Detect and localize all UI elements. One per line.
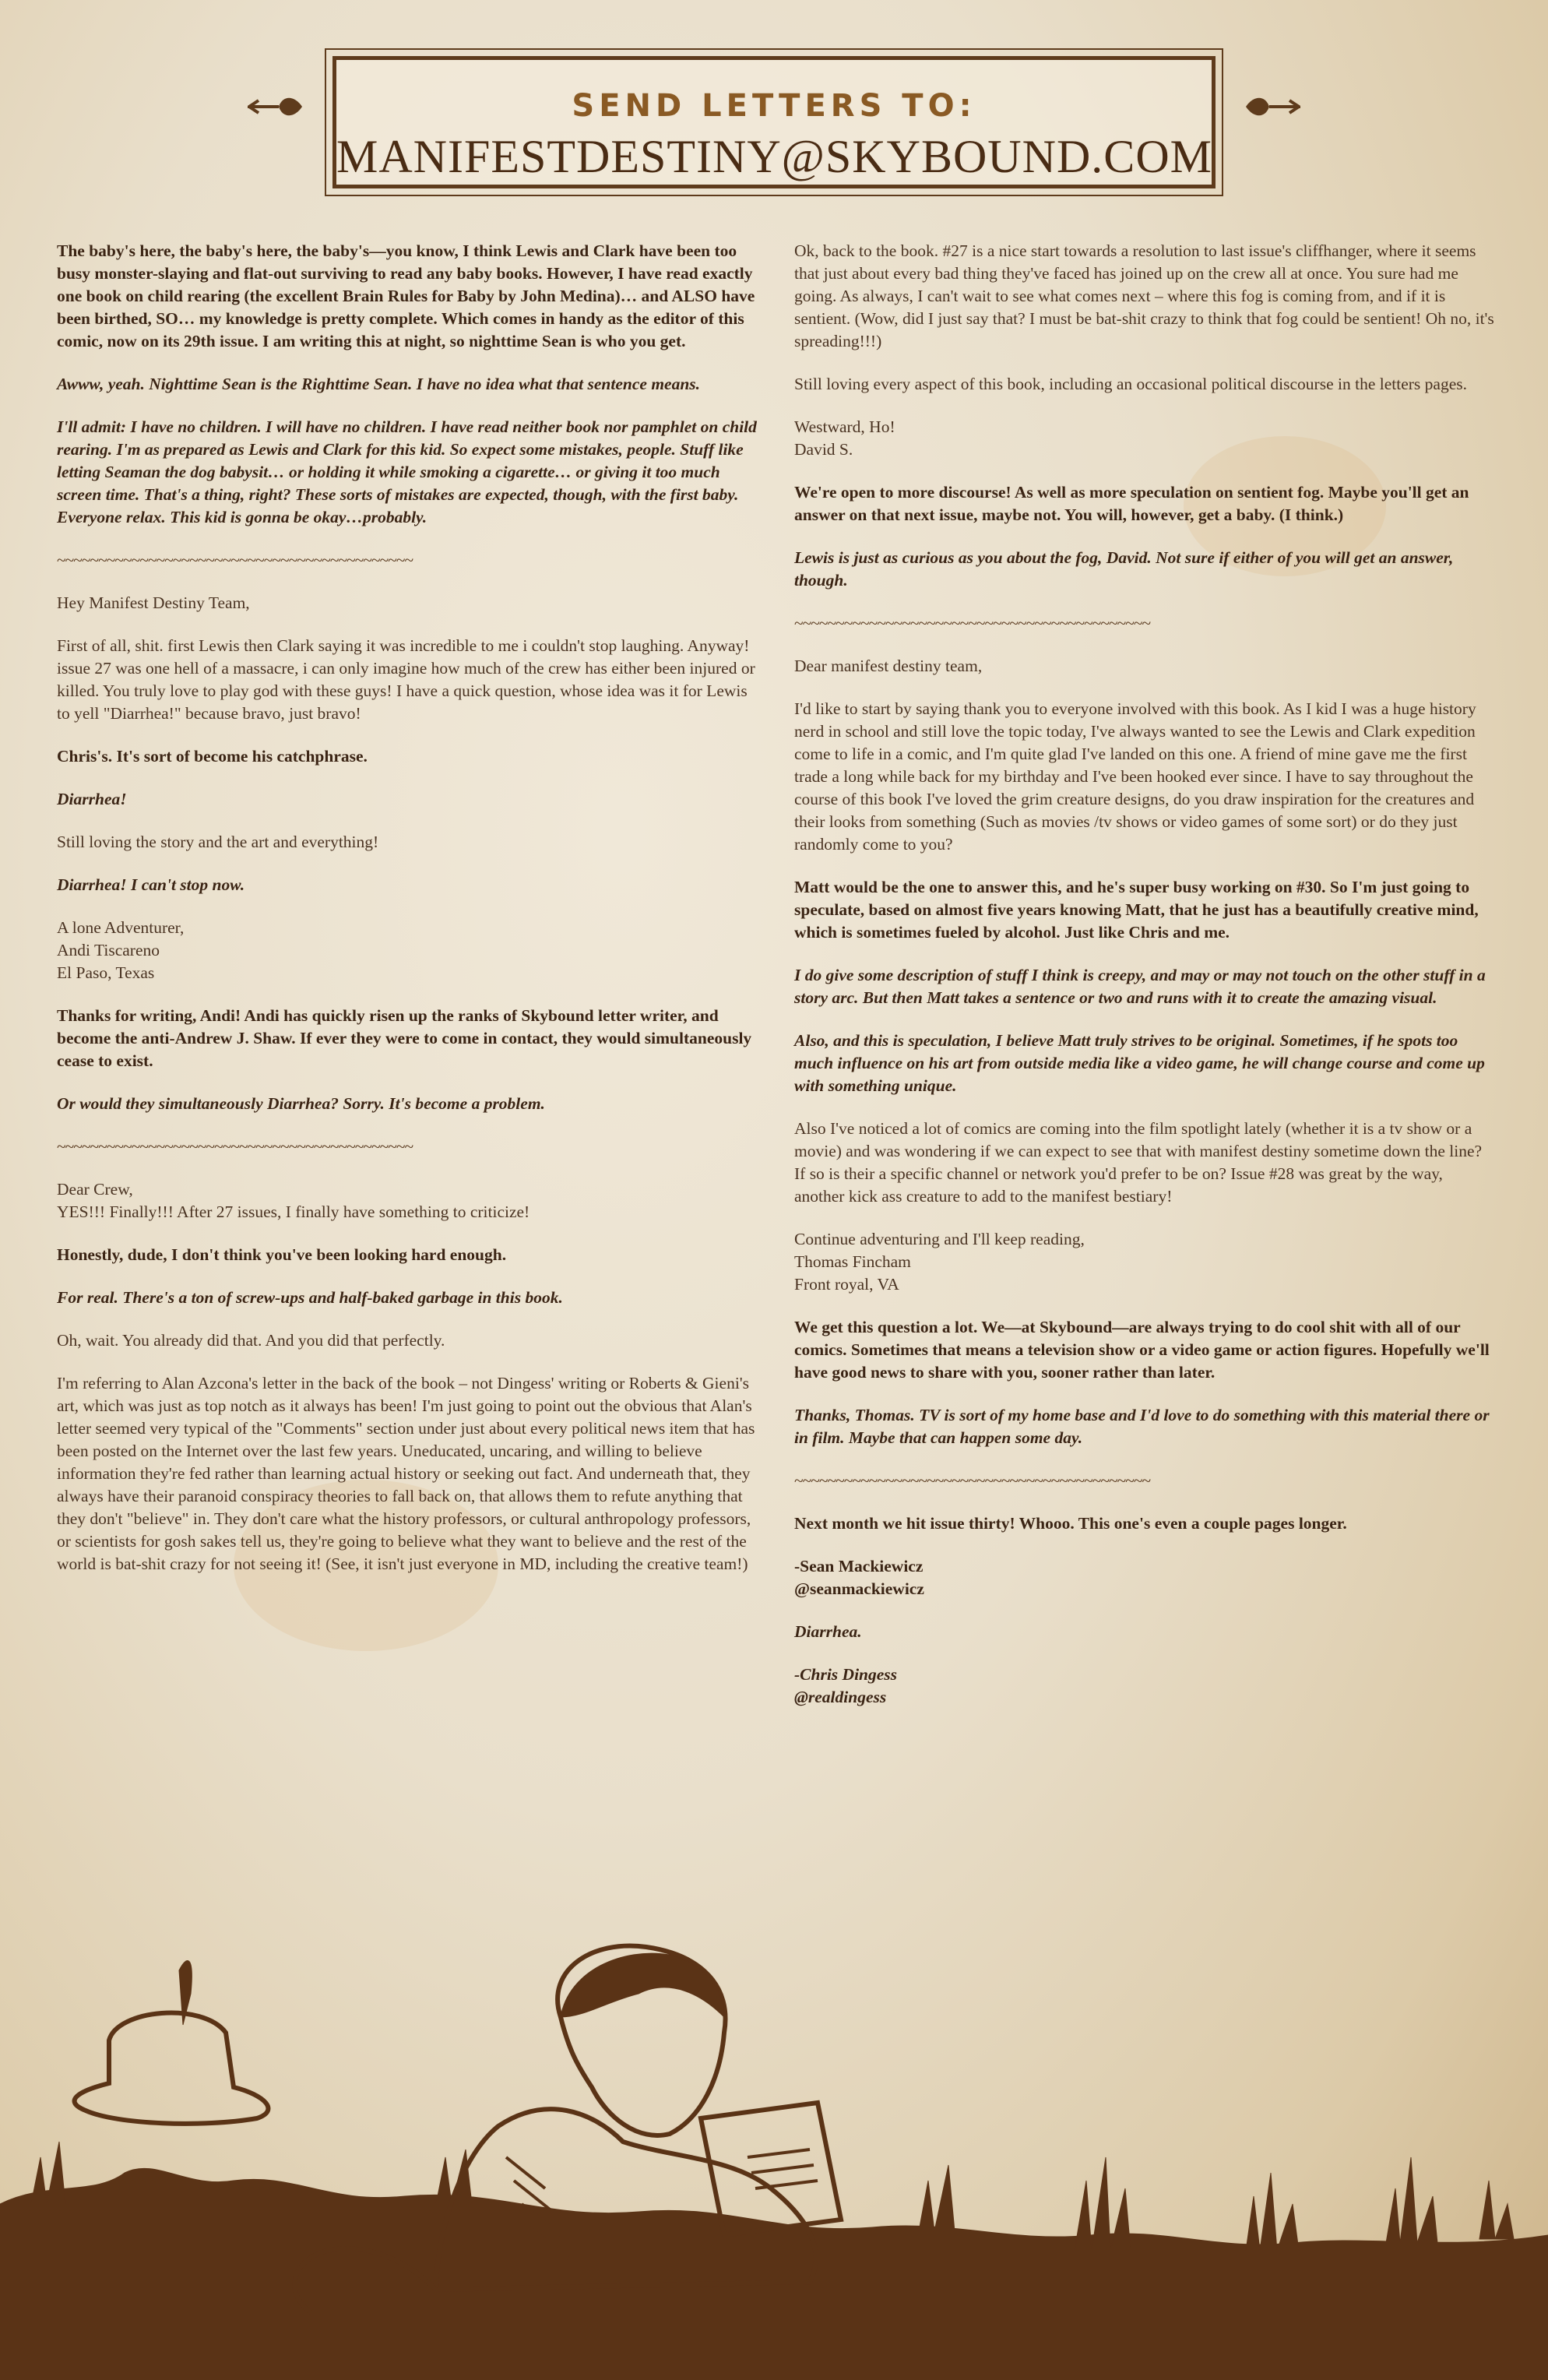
right-letter-paragraph: I'd like to start by saying thank you to everyone involved with this book. As I kid I was a huge history nerd in school and still love the topic today, I've always wanted to see the Lewis and Clark expedition come to life in a comic, and I'm quite glad I've landed on this one. A friend of mine gave me the first trade a long while back for my birthday and I've been hooked ever since. I have to say throughout the course of this book I've loved the grim creature designs, do you draw inspiration for the creatures and their looks from something (Such as movies /tv shows or video games of some sort) or do they just randomly come to you? — [794, 699, 1476, 854]
right-letter-paragraph: Matt would be the one to answer this, and he's super busy working on #30. So I'm just going to speculate, based on almost five years knowing Matt, that he just has a beautifully creative mind, which is sometimes fueled by alcohol. Just like Chris and me. — [794, 878, 1479, 942]
right-flourish-ornament — [1215, 87, 1300, 126]
left-letter-paragraph: Dear Crew, YES!!! Finally!!! After 27 issues, I finally have something to criticize! — [57, 1180, 530, 1221]
section-separator: ~~~~~~~~~~~~~~~~~~~~~~~~~~~~~~~~~~~~~~~~~~~ — [57, 1137, 413, 1156]
right-letter-paragraph: Westward, Ho! David S. — [794, 417, 895, 459]
right-letters-column — [794, 240, 1495, 1729]
left-letter-paragraph: Chris's. It's sort of become his catchphrase. — [57, 747, 368, 766]
left-letter-paragraph: The baby's here, the baby's here, the baby's—you know, I think Lewis and Clark have been too busy monster-slaying and flat-out surviving to read any baby books. However, I have read exactly one book on child rearing (the excellent Brain Rules for Baby by John Medina)… and ALSO have been birthed, SO… my knowledge is pretty complete. Which comes in handy as the editor of this comic, now on its 29th issue. I am writing this at night, so nighttime Sean is who you get. — [57, 241, 755, 350]
left-letter-paragraph: Honestly, dude, I don't think you've been looking hard enough. — [57, 1245, 507, 1264]
left-letter-paragraph: Oh, wait. You already did that. And you did that perfectly. — [57, 1331, 445, 1350]
left-letters-column — [57, 240, 758, 1596]
section-separator: ~~~~~~~~~~~~~~~~~~~~~~~~~~~~~~~~~~~~~~~~~~~ — [57, 551, 413, 569]
right-letter-paragraph: Next month we hit issue thirty! Whooo. This one's even a couple pages longer. — [794, 1514, 1347, 1533]
send-letters-label: SEND LETTERS TO: — [572, 88, 976, 124]
left-flourish-ornament — [248, 87, 333, 126]
left-letter-paragraph: Or would they simultaneously Diarrhea? Sorry. It's become a problem. — [57, 1094, 545, 1113]
letters-email-address[interactable]: MANIFESTDESTINY@SKYBOUND.COM — [336, 131, 1212, 182]
right-letter-paragraph: Lewis is just as curious as you about the fog, David. Not sure if either of you will get an answer, though. — [794, 548, 1454, 590]
left-letter-paragraph: First of all, shit. first Lewis then Clark saying it was incredible to me i couldn't stop laughing. Anyway! issue 27 was one hell of a massacre, i can only imagine how much of the crew has either been injured or killed. You truly love to play god with these guys! I have a quick question, whose idea was it for Lewis to yell "Diarrhea!" because bravo, just bravo! — [57, 636, 755, 723]
explorer-writing-illustration — [0, 1924, 1548, 2380]
right-letter-paragraph: Ok, back to the book. #27 is a nice start towards a resolution to last issue's cliffhanger, where it seems that just about every bad thing they've faced has joined up on the crew all at once. You sure had me going. As always, I can't wait to see what comes next – where this fog is coming from, and if it is sentient. (Wow, did I just say that? I must be bat-shit crazy to think that fog could be sentient! Oh no, it's spreading!!!) — [794, 241, 1494, 350]
right-letter-paragraph: We're open to more discourse! As well as more speculation on sentient fog. Maybe you'll get an answer on that next issue, maybe not. You will, however, get a baby. (I think.) — [794, 483, 1469, 524]
left-letter-paragraph: Thanks for writing, Andi! Andi has quickly risen up the ranks of Skybound letter writer, and become the anti-Andrew J. Shaw. If ever they were to come in contact, they would simultaneously cease to exist. — [57, 1006, 752, 1070]
left-letter-paragraph: I'm referring to Alan Azcona's letter in the back of the book – not Dingess' writing or Roberts & Gieni's art, which was just as top notch as it always has been! I'm just going to point out the obvious that Alan's letter seemed very typical of the "Comments" section under just about every political news item that has been posted on the Internet over the last few years. Uneducated, uncaring, and willing to believe information they're fed rather than learning actual history or seeking out fact. And underneath that, they always have their paranoid conspiracy theories to fall back on, that allows them to refute anything that they don't "believe" in. They don't care what the history professors, or cultural anthropology professors, or scientists for gosh sakes tell us, they're going to believe what they want to believe and the rest of the world is bat-shit crazy for not seeing it! (See, it isn't just everyone in MD, including the creative team!) — [57, 1374, 755, 1573]
right-letter-paragraph: Also I've noticed a lot of comics are coming into the film spotlight lately (whether it is a tv show or a movie) and was wondering if we can expect to see that with manifest destiny sometime down the line? If so is their a specific channel or network you'd prefer to be on? Issue #28 was great by the way, another kick ass creature to add to the manifest bestiary! — [794, 1119, 1483, 1206]
left-letter-paragraph: For real. There's a ton of screw-ups and half-baked garbage in this book. — [57, 1288, 563, 1307]
left-letter-paragraph: Awww, yeah. Nighttime Sean is the Righttime Sean. I have no idea what that sentence means. — [57, 375, 701, 393]
right-letter-paragraph: Diarrhea. — [794, 1622, 862, 1641]
right-letter-paragraph: -Sean Mackiewicz @seanmackiewicz — [794, 1557, 924, 1598]
right-letter-paragraph: Thanks, Thomas. TV is sort of my home base and I'd love to do something with this material there or in film. Maybe that can happen some day. — [794, 1406, 1490, 1447]
right-letter-paragraph: Still loving every aspect of this book, including an occasional political discourse in the letters pages. — [794, 375, 1467, 393]
right-letter-paragraph: Continue adventuring and I'll keep reading, Thomas Fincham Front royal, VA — [794, 1230, 1085, 1294]
section-separator: ~~~~~~~~~~~~~~~~~~~~~~~~~~~~~~~~~~~~~~~~~~~ — [794, 1471, 1151, 1490]
right-letter-paragraph: We get this question a lot. We—at Skybound—are always trying to do cool shit with all of our comics. Sometimes that means a television show or a video game or action figures. Hopefully we'll have good news to share with you, sooner rather than later. — [794, 1318, 1490, 1382]
left-letter-paragraph: Still loving the story and the art and everything! — [57, 833, 379, 851]
right-letter-paragraph: Dear manifest destiny team, — [794, 657, 983, 675]
left-letter-paragraph: A lone Adventurer, Andi Tiscareno El Paso, Texas — [57, 918, 185, 982]
left-letter-paragraph: Diarrhea! — [57, 790, 127, 808]
send-letters-plaque — [332, 56, 1216, 188]
right-letter-paragraph: Also, and this is speculation, I believe Matt truly strives to be original. Sometimes, if he spots too much influence on his art from outside media like a video game, he will change course and come up with something unique. — [794, 1031, 1485, 1095]
right-letter-paragraph: I do give some description of stuff I think is creepy, and may or may not touch on the other stuff in a story arc. But then Matt takes a sentence or two and runs with it to create the amazing visual. — [794, 966, 1486, 1007]
left-letter-paragraph: Hey Manifest Destiny Team, — [57, 593, 250, 612]
left-letter-paragraph: Diarrhea! I can't stop now. — [57, 875, 245, 894]
section-separator: ~~~~~~~~~~~~~~~~~~~~~~~~~~~~~~~~~~~~~~~~~~~ — [794, 614, 1151, 632]
left-letter-paragraph: I'll admit: I have no children. I will have no children. I have read neither book nor pamphlet on child rearing. I'm as prepared as Lewis and Clark for this kid. So expect some mistakes, people. Stuff like letting Seaman the dog babysit… or holding it while smoking a cigarette… or giving it too much screen time. That's a thing, right? These sorts of mistakes are expected, though, with the first baby. Everyone relax. This kid is gonna be okay…probably. — [57, 417, 757, 526]
right-letter-paragraph: -Chris Dingess @realdingess — [794, 1665, 898, 1706]
